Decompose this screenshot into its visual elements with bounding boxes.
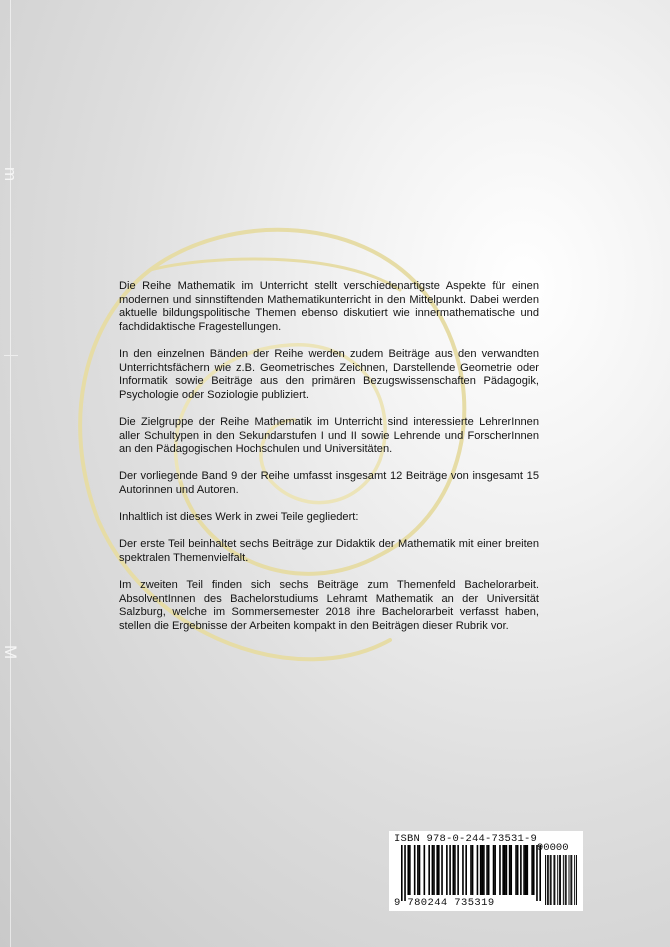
addon-barcode-bar (560, 855, 561, 905)
addon-barcode-bar (565, 855, 566, 905)
barcode-bar (533, 845, 535, 895)
barcode-bar (462, 845, 464, 895)
barcode-bar (493, 845, 495, 895)
ean-digits: 9 780244 735319 (394, 897, 495, 909)
barcode-bar (525, 845, 527, 895)
barcode-bar (446, 845, 448, 895)
barcode-bar (509, 845, 511, 895)
barcode-bar (494, 845, 496, 895)
barcode-bar (465, 845, 467, 895)
addon-barcode-bar (557, 855, 558, 905)
blurb-paragraph: Der erste Teil beinhaltet sechs Beiträge zur Didaktik der Mathematik mit einer breiten spektralen Themenvielfalt. (119, 538, 539, 564)
barcode-bar (480, 845, 482, 895)
spine-letter-bottom: M (1, 645, 20, 660)
barcode-bar (510, 845, 512, 895)
addon-barcode-bar (569, 855, 570, 905)
barcode-bar (515, 845, 517, 895)
isbn-barcode (389, 831, 583, 911)
barcode-bar (419, 845, 421, 895)
barcode-bar (506, 845, 508, 895)
barcode-bar (432, 845, 434, 895)
barcode-bar (436, 845, 438, 895)
barcode-bar (428, 845, 430, 895)
barcode-bar (523, 845, 525, 895)
barcode-bar (488, 845, 490, 895)
blurb-paragraph: Der vorliegende Band 9 der Reihe umfasst insgesamt 12 Beiträge von insgesamt 15 Autorinnen und Autoren. (119, 470, 539, 496)
barcode-bar (452, 845, 454, 895)
addon-barcode-bar (571, 855, 572, 905)
barcode-bar (470, 845, 472, 895)
barcode-bar (472, 845, 474, 895)
barcode-bar (417, 845, 419, 895)
blurb-paragraph: In den einzelnen Bänden der Reihe werden zudem Beiträge aus den verwandten Unterrichtsfächern wie z.B. Geometrisches Zeichnen, Darstellende Geometrie oder Informatik sowie Beiträge aus den primären Bezugswissenschaften Pädagogik, Psychologie oder Soziologie publiziert. (119, 347, 539, 401)
isbn-label: ISBN 978-0-244-73531-9 (394, 833, 538, 845)
addon-barcode-bar (566, 855, 567, 905)
barcode-bar (449, 845, 451, 895)
addon-barcode-bar (550, 855, 551, 905)
barcode-bar (527, 845, 529, 895)
addon-barcode-bar (574, 855, 575, 905)
addon-barcode-bar (553, 855, 554, 905)
back-cover-blurb (119, 280, 539, 647)
blurb-paragraph: Im zweiten Teil finden sich sechs Beiträge zum Themenfeld Bachelorarbeit. AbsolventInnen des Bachelorstudiums Lehramt Mathematik an der Universität Salzburg, welche im Sommersemester 2018 ihre Bachelorarbeit verfasst haben, stellen die Ergebnisse der Arbeiten kompakt in den Beiträgen dieser Rubrik vor. (119, 579, 539, 632)
barcode-bar (401, 845, 403, 901)
addon-barcode-bar (559, 855, 560, 905)
barcode-bar (457, 845, 459, 895)
barcode-bar (486, 845, 488, 895)
barcode-bar (404, 845, 406, 901)
addon-barcode-bar (576, 855, 577, 905)
addon-barcode-bar (570, 855, 571, 905)
barcode-bar (531, 845, 533, 895)
barcode-bar (407, 845, 409, 895)
addon-barcode-bar (548, 855, 549, 905)
addon-barcode-bar (563, 855, 564, 905)
addon-barcode-bar (551, 855, 552, 905)
barcode-bar (502, 845, 504, 895)
barcode-bar (438, 845, 440, 895)
addon-barcode-bar (545, 855, 546, 905)
barcode-bar (424, 845, 426, 895)
barcode-bar (481, 845, 483, 895)
barcode-bar (477, 845, 479, 895)
spine-letter-top: m (1, 167, 20, 182)
barcode-bar (441, 845, 443, 895)
barcode-bar (520, 845, 522, 895)
barcode-bar (414, 845, 416, 895)
barcode-bar (409, 845, 411, 895)
barcode-bar (483, 845, 485, 895)
blurb-paragraph: Die Reihe Mathematik im Unterricht stellt verschiedenartigste Aspekte für einen modernen und sinnstiftenden Mathematikunterricht in den Mittelpunkt. Dabei werden aktuelle bildungspolitische Themen ebenso diskutiert wie innermathematische und fachdidaktische Fragestellungen. (119, 280, 539, 333)
barcode-bar (504, 845, 506, 895)
addon-barcode-bar (547, 855, 548, 905)
addon-barcode-bar (554, 855, 555, 905)
blurb-paragraph: Inhaltlich ist dieses Werk in zwei Teile gegliedert: (119, 511, 359, 524)
barcode-bar (499, 845, 501, 895)
barcode-bar (454, 845, 456, 895)
blurb-paragraph: Die Zielgruppe der Reihe Mathematik im Unterricht sind interessierte LehrerInnen aller Schultypen in den Sekundarstufen I und II sowie Lehrende und ForscherInnen an den Pädagogischen Hochschulen und Universitäten. (119, 415, 539, 456)
price-addon-digits: 90000 (537, 842, 569, 854)
barcode-bar (433, 845, 435, 895)
barcode-bar (517, 845, 519, 895)
